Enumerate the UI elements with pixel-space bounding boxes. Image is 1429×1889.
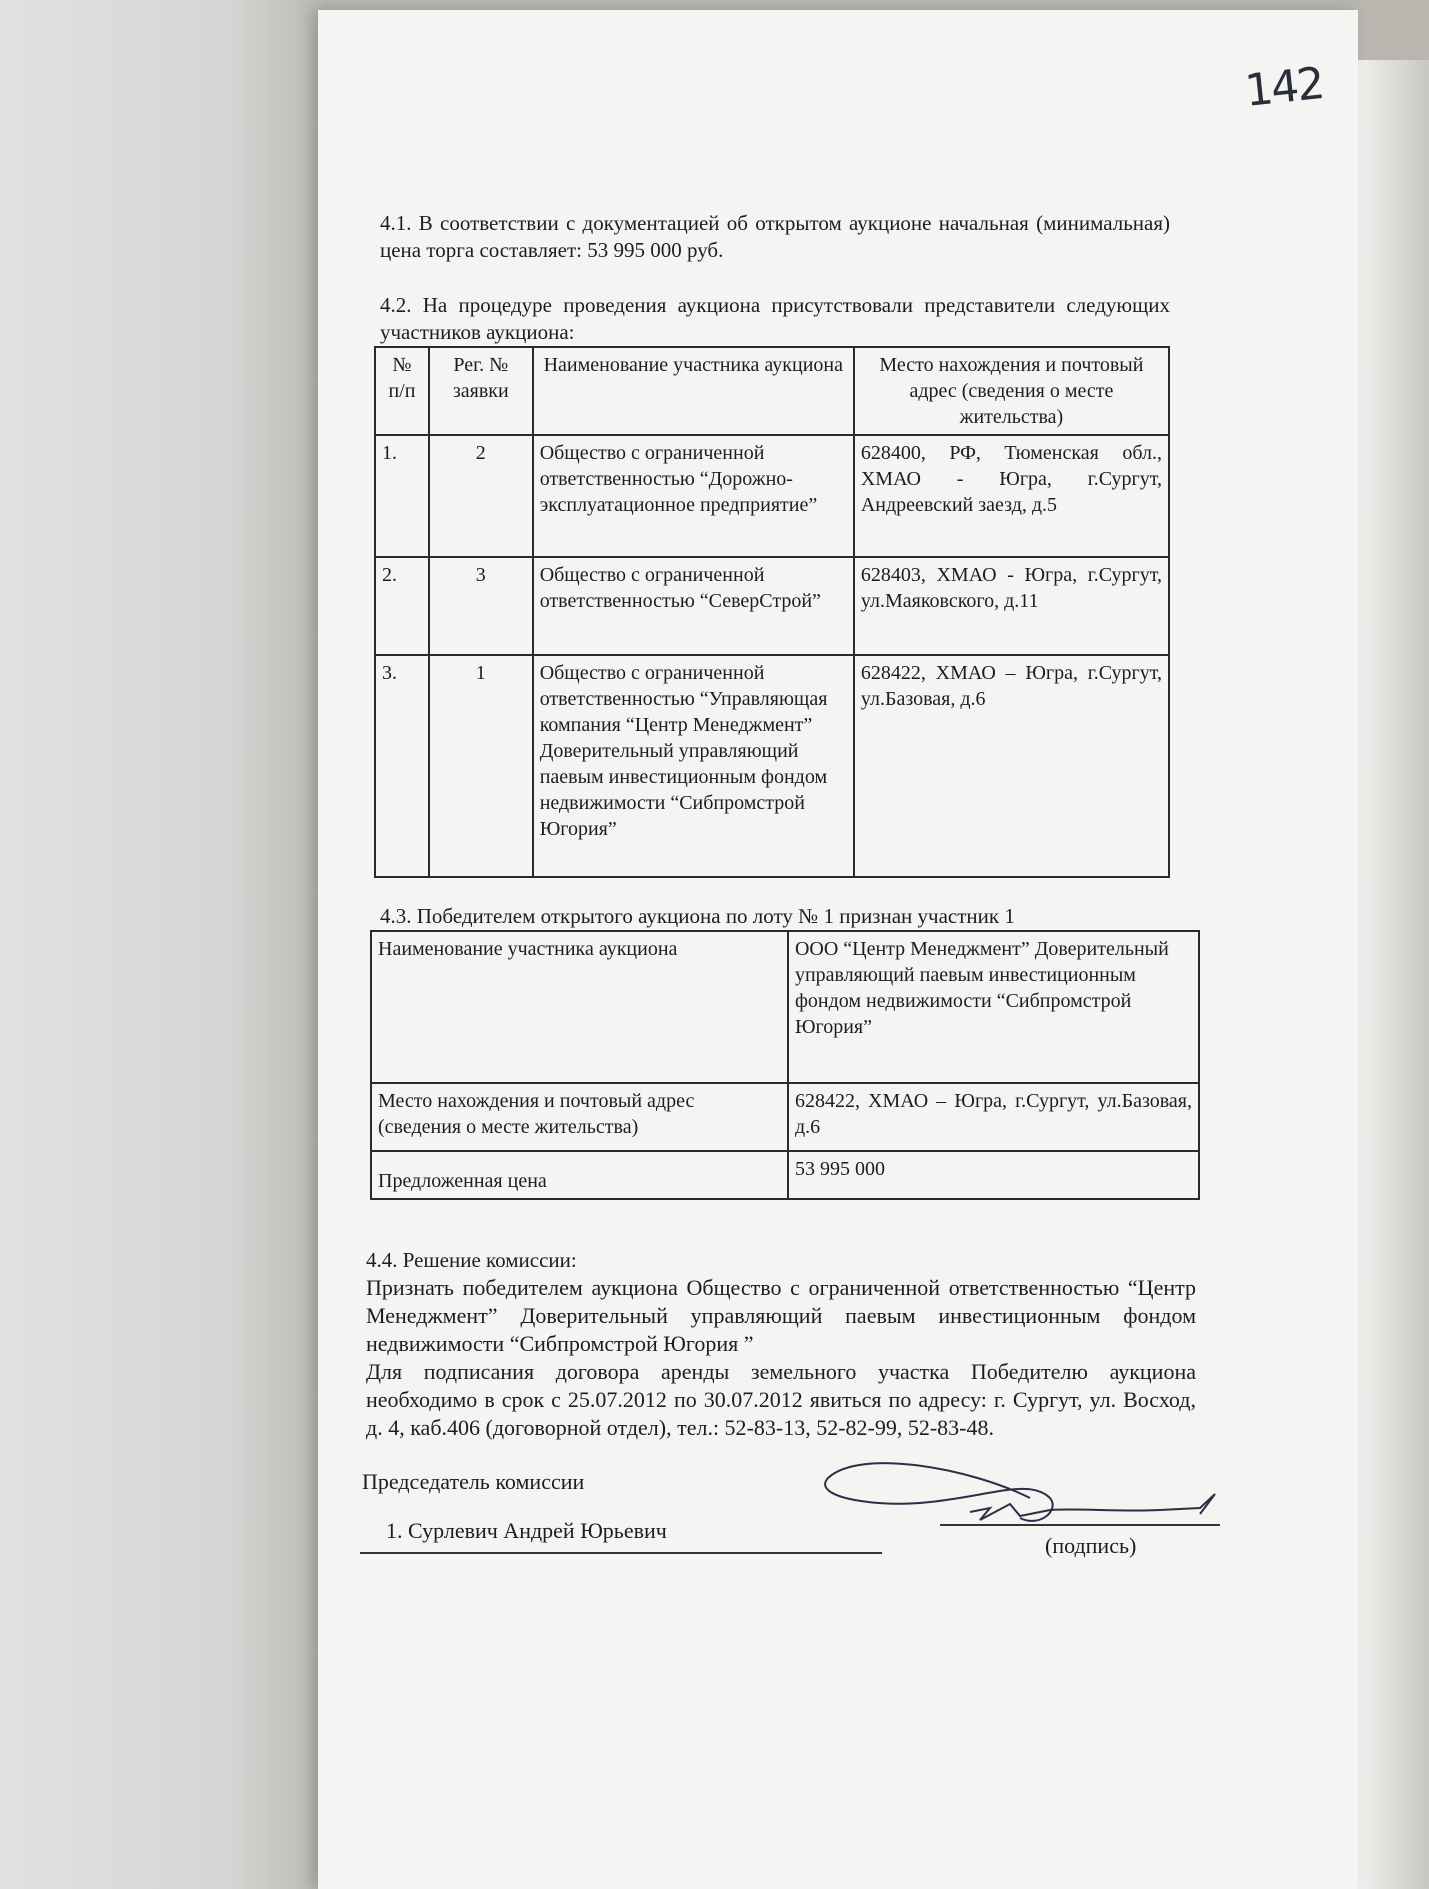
- winner-row-address: [371, 1083, 1199, 1151]
- section-4-4-decision: Признать победителем аукциона Общество с ограниченной ответственностью “Центр Менеджмент” Доверительный управляющий паевым инвестиционным фондом недвижимости “Сибпромстрой Югория ”: [366, 1275, 1196, 1356]
- table-row: [375, 557, 1169, 655]
- header-number: № п/п: [375, 347, 429, 435]
- signature-caption: (подпись): [1045, 1533, 1137, 1558]
- winner-row-name: [371, 931, 1199, 1083]
- chairman-label: Председатель комиссии: [362, 1469, 585, 1494]
- participants-table: [374, 346, 1170, 878]
- row-reg: 3: [429, 557, 533, 655]
- winner-price-value: 53 995 000: [788, 1151, 1199, 1199]
- winner-table: [370, 930, 1200, 1200]
- row-reg: 2: [429, 435, 533, 557]
- section-4-4-contract: Для подписания договора аренды земельного участка Победителю аукциона необходимо в срок с 25.07.2012 по 30.07.2012 явиться по адресу: г. Сургут, ул. Восход, д. 4, каб.406 (договорной отдел), тел.: 52-83-13, 52-82-99, 52-83-48.: [366, 1359, 1196, 1440]
- row-name: Общество с ограниченной ответственностью “Управляющая компания “Центр Менеджмент” Доверительный управляющий паевым инвестиционным фондом недвижимости “Сибпромстрой Югория”: [533, 655, 854, 877]
- winner-name-label: Наименование участника аукциона: [371, 931, 788, 1083]
- row-address: 628403, ХМАО - Югра, г.Сургут, ул.Маяковского, д.11: [854, 557, 1169, 655]
- header-reg-number: Рег. № заявки: [429, 347, 533, 435]
- row-number: 1.: [375, 435, 429, 557]
- facing-page: [0, 0, 330, 1889]
- name-underline: [360, 1552, 882, 1554]
- row-number: 3.: [375, 655, 429, 877]
- winner-price-label: Предложенная цена: [371, 1151, 788, 1199]
- header-participant-name: Наименование участника аукциона: [533, 347, 854, 435]
- row-name: Общество с ограниченной ответственностью “СеверСтрой”: [533, 557, 854, 655]
- row-address: 628400, РФ, Тюменская обл., ХМАО - Югра, г.Сургут, Андреевский заезд, д.5: [854, 435, 1169, 557]
- chairman-signature: [820, 1438, 1230, 1558]
- header-address: Место нахождения и почтовый адрес (сведения о месте жительства): [854, 347, 1169, 435]
- row-address: 628422, ХМАО – Югра, г.Сургут, ул.Базовая, д.6: [854, 655, 1169, 877]
- winner-name-value: ООО “Центр Менеджмент” Доверительный управляющий паевым инвестиционным фондом недвижимости “Сибпромстрой Югория”: [788, 931, 1199, 1083]
- page-number: 142: [1242, 58, 1326, 117]
- section-4-2: 4.2. На процедуре проведения аукциона присутствовали представители следующих участников аукциона:: [380, 293, 1170, 344]
- row-number: 2.: [375, 557, 429, 655]
- table-header-row: [375, 347, 1169, 435]
- section-4-1: 4.1. В соответствии с документацией об открытом аукционе начальная (минимальная) цена торга составляет: 53 995 000 руб.: [380, 211, 1170, 262]
- table-row: [375, 655, 1169, 877]
- section-4-4-title: 4.4. Решение комиссии:: [366, 1248, 577, 1272]
- section-4-3: 4.3. Победителем открытого аукциона по лоту № 1 признан участник 1: [380, 904, 1015, 928]
- chairman-name: 1. Сурлевич Андрей Юрьевич: [386, 1518, 667, 1543]
- winner-address-label: Место нахождения и почтовый адрес (сведения о месте жительства): [371, 1083, 788, 1151]
- row-name: Общество с ограниченной ответственностью “Дорожно-эксплуатационное предприятие”: [533, 435, 854, 557]
- row-reg: 1: [429, 655, 533, 877]
- winner-address-value: 628422, ХМАО – Югра, г.Сургут, ул.Базовая, д.6: [788, 1083, 1199, 1151]
- winner-row-price: [371, 1151, 1199, 1199]
- table-row: [375, 435, 1169, 557]
